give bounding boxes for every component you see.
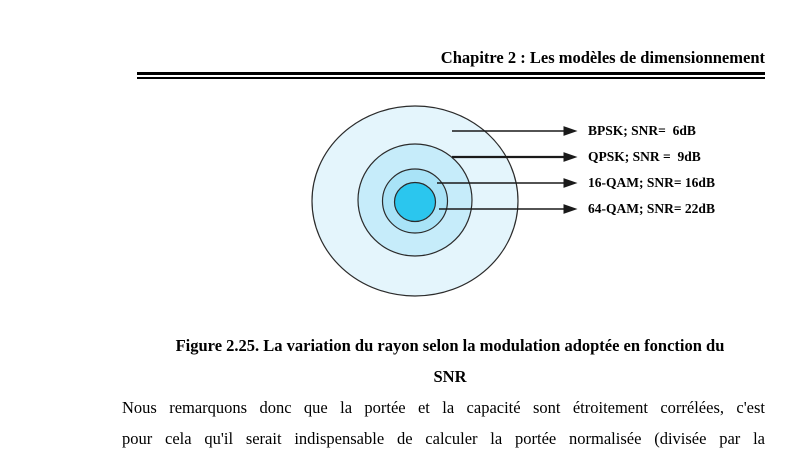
- label-16qam: 16-QAM; SNR= 16dB: [588, 175, 715, 190]
- core-64qam: [395, 183, 436, 222]
- figure-caption-line1: Figure 2.25. La variation du rayon selon la modulation adoptée en fonction du: [175, 336, 725, 355]
- figure-caption: [135, 334, 765, 388]
- paragraph: [122, 392, 765, 453]
- chapter-header: Chapitre 2 : Les modèles de dimensionnement: [440, 48, 765, 67]
- label-bpsk: BPSK; SNR= 6dB: [588, 123, 696, 138]
- label-64qam: 64-QAM; SNR= 22dB: [588, 201, 715, 216]
- arrow-64qam-head-icon: [564, 205, 576, 213]
- header-rule: [137, 72, 765, 79]
- paragraph-line1: Nous remarquons donc que la portée et la capacité sont étroitement corrélées, c'est: [122, 398, 765, 417]
- arrow-qpsk-head-icon: [564, 153, 576, 161]
- paragraph-line2: pour cela qu'il serait indispensable de calculer la portée normalisée (divisée par la: [122, 429, 765, 448]
- concentric-circles-diagram: [300, 95, 600, 310]
- label-qpsk: QPSK; SNR = 9dB: [588, 149, 701, 164]
- figure-caption-line2: SNR: [433, 367, 467, 386]
- arrow-16qam-head-icon: [564, 179, 576, 187]
- arrow-bpsk-head-icon: [564, 127, 576, 135]
